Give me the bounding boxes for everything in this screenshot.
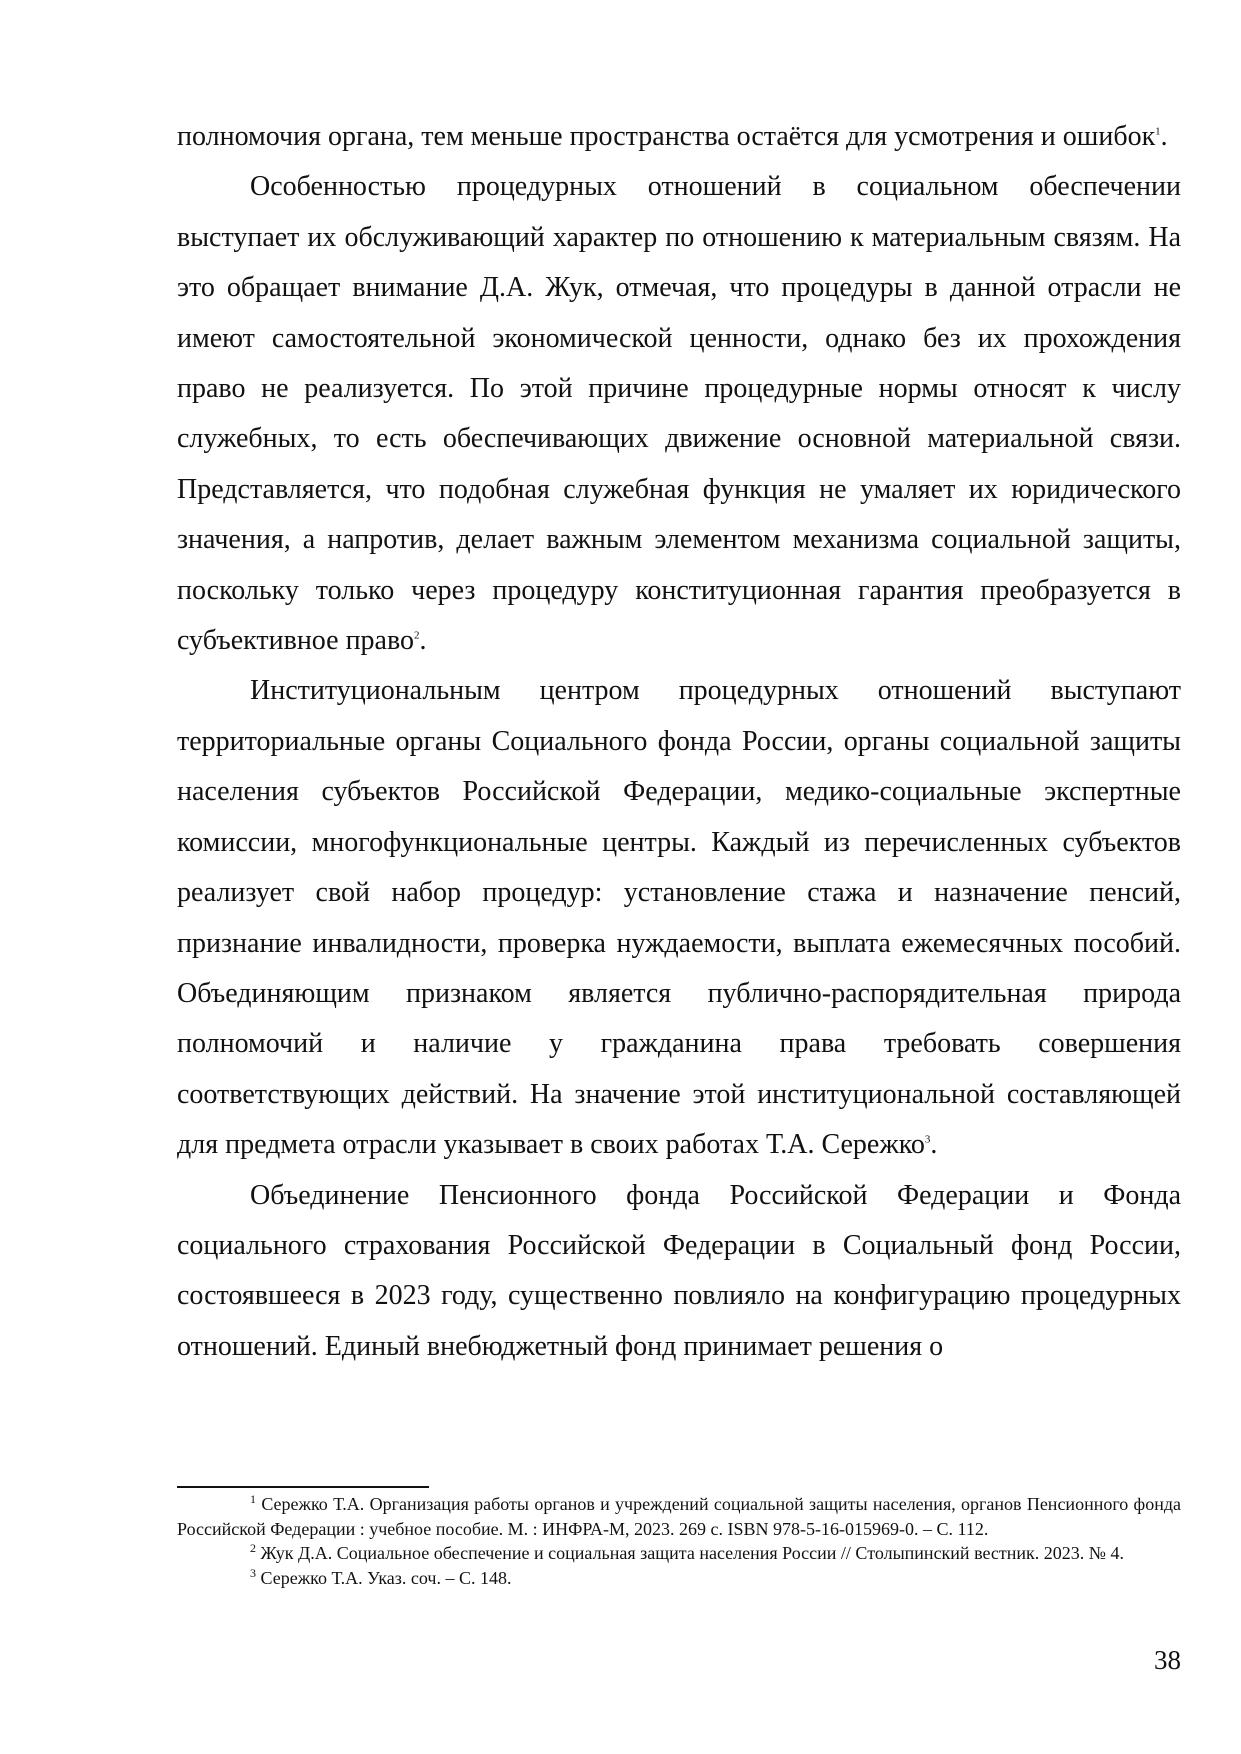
footnote <box>177 1541 1181 1566</box>
footnote-reference[interactable]: 2 <box>414 629 420 642</box>
document-body <box>177 112 1181 1372</box>
footnote-number: 3 <box>250 1565 256 1580</box>
footnote-separator <box>177 1486 429 1488</box>
footnote-reference[interactable]: 1 <box>1155 125 1161 138</box>
paragraph-text: полномочия органа, тем меньше пространства остаётся для усмотрения и ошибок <box>177 121 1156 152</box>
footnote <box>177 1492 1181 1541</box>
paragraph <box>177 162 1181 666</box>
footnote-text: Сережко Т.А. Указ. соч. – С. 148. <box>260 1567 512 1588</box>
footnote <box>177 1566 1181 1591</box>
footnote-text: Сережко Т.А. Организация работы органов и учреждений социальной защиты населения, органов Пенсионного фонда Российской Федерации : учебное пособие. М. : ИНФРА-М, 2023. 269 с. ISBN 978-5-16-015969-0. – С. 112. <box>177 1494 1182 1539</box>
paragraph-tail: . <box>1160 121 1168 152</box>
footnote-text: Жук Д.А. Социальное обеспечение и социальная защита населения России // Столыпинский вестник. 2023. № 4. <box>260 1543 1124 1563</box>
paragraph-text: Особенностью процедурных отношений в социальном обеспечении выступает их обслуживающий характер по отношению к материальным связям. На это обращает внимание Д.А. Жук, отмечая, что процедуры в данной отрасли не имеют самостоятельной экономической ценности, однако без их прохождения право не реализуется. По этой причине процедурные нормы относят к числу служебных, то есть обеспечивающих движение основной материальной связи. Представляется, что подобная служебная функция не умаляет их юридического значения, а напротив, делает важным элементом механизма социальной защиты, поскольку только через процедуру конституционная гарантия преобразуется в субъективное право <box>177 171 1181 657</box>
footnote-number: 1 <box>250 1492 256 1506</box>
paragraph-tail: . <box>930 1129 938 1161</box>
paragraph-continued <box>177 112 1181 162</box>
footnotes-section <box>177 1492 1181 1590</box>
paragraph-text: Объединение Пенсионного фонда Российской Федерации и Фонда социального страхования Российской Федерации в Социальный фонд России, состоявшееся в 2023 году, существенно повлияло на конфигурацию процедурных отношений. Единый внебюджетный фонд принимает решения о <box>177 1179 1181 1362</box>
page-number: 38 <box>1154 1645 1181 1675</box>
paragraph <box>177 1171 1181 1373</box>
footnote-number: 2 <box>250 1541 256 1555</box>
paragraph <box>177 666 1181 1170</box>
footnote-reference[interactable]: 3 <box>924 1133 931 1146</box>
paragraph-tail: . <box>419 625 427 657</box>
paragraph-text: Институциональным центром процедурных отношений выступают территориальные органы Социального фонда России, органы социальной защиты населения субъектов Российской Федерации, медико-социальные экспертные комиссии, многофункциональные центры. Каждый из перечисленных субъектов реализует свой набор процедур: установление стажа и назначение пенсий, признание инвалидности, проверка нуждаемости, выплата ежемесячных пособий. Объединяющим признаком является публично-распорядительная природа полномочий и наличие у гражданина права требовать совершения соответствующих действий. На значение этой институциональной составляющей для предмета отрасли указывает в своих работах Т.А. Сережко <box>177 675 1181 1161</box>
